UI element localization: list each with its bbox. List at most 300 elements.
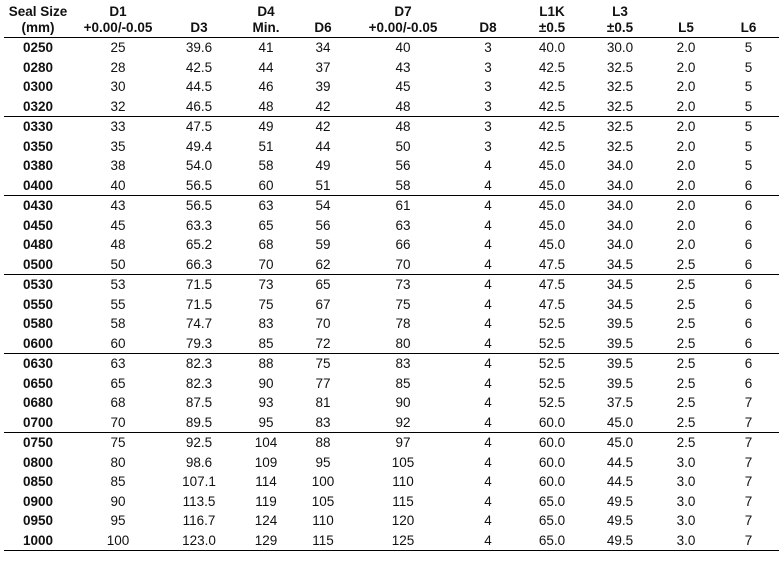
cell-l1k: 47.5 bbox=[538, 277, 566, 292]
header-l1k-line-2: ±0.5 bbox=[518, 20, 586, 38]
cell-d6: 65 bbox=[315, 277, 331, 292]
cell-l6: 7 bbox=[744, 435, 753, 450]
cell-l5: 2.0 bbox=[676, 59, 696, 75]
cell-d3: 123.0 bbox=[164, 531, 234, 551]
cell-l6: 7 bbox=[744, 454, 753, 470]
cell-l5: 2.0 bbox=[654, 176, 718, 196]
cell-l5: 2.5 bbox=[676, 356, 696, 371]
cell-l5: 2.5 bbox=[676, 435, 696, 450]
cell-l3: 45.0 bbox=[606, 435, 634, 450]
cell-l6: 6 bbox=[718, 334, 779, 354]
cell-d3: 79.3 bbox=[164, 334, 234, 354]
table-body bbox=[4, 38, 779, 551]
table-row bbox=[4, 374, 779, 394]
cell-d3: 46.5 bbox=[164, 97, 234, 117]
cell-d4: 104 bbox=[254, 435, 278, 450]
cell-l6: 6 bbox=[718, 176, 779, 196]
cell-d6: 42 bbox=[298, 97, 348, 117]
cell-l6: 6 bbox=[744, 237, 753, 252]
table-row bbox=[4, 156, 779, 176]
cell-d8: 4 bbox=[484, 356, 492, 371]
seal-dimension-table bbox=[4, 4, 779, 551]
table-row bbox=[4, 275, 779, 295]
cell-l5: 2.0 bbox=[676, 237, 696, 252]
header-d4-line-1: D4 bbox=[257, 4, 275, 19]
cell-l1k: 45.0 bbox=[518, 176, 586, 196]
cell-l5: 2.5 bbox=[676, 277, 696, 292]
cell-l5: 2.0 bbox=[676, 40, 696, 55]
cell-l3: 32.5 bbox=[606, 59, 634, 75]
cell-d7: 78 bbox=[395, 316, 411, 331]
cell-d7: 75 bbox=[395, 296, 411, 312]
cell-d1: 43 bbox=[110, 198, 126, 213]
cell-l6: 5 bbox=[744, 40, 753, 55]
cell-l6: 5 bbox=[744, 79, 753, 94]
cell-d6: 44 bbox=[315, 138, 331, 154]
cell-l1k: 52.5 bbox=[518, 334, 586, 354]
cell-d1: 48 bbox=[110, 237, 126, 252]
header-d7-line-2: +0.00/-0.05 bbox=[348, 20, 458, 38]
cell-d7: 61 bbox=[395, 198, 411, 213]
cell-d3: 107.1 bbox=[182, 474, 216, 489]
cell-l1k: 45.0 bbox=[538, 217, 566, 233]
cell-l1k: 42.5 bbox=[538, 79, 566, 94]
cell-d8: 3 bbox=[484, 119, 492, 134]
cell-l1k: 47.5 bbox=[538, 296, 566, 312]
cell-l5: 3.0 bbox=[654, 531, 718, 551]
cell-d7: 43 bbox=[395, 59, 411, 75]
cell-d8: 4 bbox=[484, 493, 492, 509]
table-row bbox=[4, 235, 779, 255]
cell-d8: 4 bbox=[484, 474, 492, 489]
cell-seal-size: 0400 bbox=[4, 176, 72, 196]
table-row bbox=[4, 137, 779, 157]
cell-d6: 77 bbox=[315, 375, 331, 391]
cell-l6: 5 bbox=[718, 97, 779, 117]
cell-l6: 6 bbox=[718, 255, 779, 275]
cell-l5: 3.0 bbox=[676, 513, 696, 528]
header-l6-line-2: L6 bbox=[718, 20, 779, 38]
cell-l5: 2.0 bbox=[676, 138, 696, 154]
table-row bbox=[4, 531, 779, 551]
cell-d4: 44 bbox=[258, 59, 274, 75]
cell-l6: 6 bbox=[744, 316, 753, 331]
header-d4-line-2: Min. bbox=[234, 20, 298, 38]
cell-d1: 63 bbox=[110, 356, 126, 371]
cell-l1k: 42.5 bbox=[538, 138, 566, 154]
header-l3-line-1: L3 bbox=[612, 4, 628, 19]
cell-d8: 4 bbox=[484, 296, 492, 312]
table-row bbox=[4, 413, 779, 433]
cell-l6: 5 bbox=[744, 119, 753, 134]
cell-l6: 6 bbox=[744, 296, 753, 312]
cell-l1k: 45.0 bbox=[538, 158, 566, 173]
cell-seal-size: 0650 bbox=[22, 375, 54, 391]
cell-d7: 97 bbox=[395, 435, 411, 450]
cell-d4: 63 bbox=[258, 198, 274, 213]
cell-seal-size: 0850 bbox=[22, 474, 54, 489]
cell-d3: 71.5 bbox=[185, 296, 213, 312]
cell-seal-size: 0480 bbox=[22, 237, 54, 252]
cell-d6: 49 bbox=[315, 158, 331, 173]
cell-d6: 54 bbox=[315, 198, 331, 213]
cell-l3: 32.5 bbox=[606, 138, 634, 154]
header-d7-line-1: D7 bbox=[394, 4, 412, 19]
cell-d7: 48 bbox=[395, 119, 411, 134]
cell-d6: 67 bbox=[315, 296, 331, 312]
table-row bbox=[4, 216, 779, 236]
cell-d8: 4 bbox=[484, 277, 492, 292]
cell-l1k: 60.0 bbox=[538, 474, 566, 489]
cell-d1: 60 bbox=[72, 334, 164, 354]
cell-d4: 93 bbox=[258, 395, 274, 410]
table-row bbox=[4, 255, 779, 275]
cell-d4: 41 bbox=[258, 40, 274, 55]
cell-d3: 98.6 bbox=[185, 454, 213, 470]
cell-d1: 38 bbox=[110, 158, 126, 173]
cell-l3: 39.5 bbox=[606, 356, 634, 371]
table-row bbox=[4, 334, 779, 354]
cell-l6: 5 bbox=[744, 138, 753, 154]
cell-d6: 42 bbox=[315, 119, 331, 134]
cell-d6: 100 bbox=[311, 474, 335, 489]
header-row-2 bbox=[4, 20, 779, 38]
cell-seal-size: 0380 bbox=[22, 158, 54, 173]
cell-d8: 4 bbox=[484, 158, 492, 173]
cell-l5: 2.0 bbox=[676, 198, 696, 213]
header-d3-line-1 bbox=[164, 4, 234, 20]
cell-d7: 58 bbox=[348, 176, 458, 196]
header-d6-line-2: D6 bbox=[298, 20, 348, 38]
cell-d8: 4 bbox=[458, 176, 518, 196]
table-row bbox=[4, 472, 779, 492]
cell-d4: 129 bbox=[234, 531, 298, 551]
cell-l5: 3.0 bbox=[676, 493, 696, 509]
table-row bbox=[4, 492, 779, 512]
cell-d3: 74.7 bbox=[185, 316, 213, 331]
cell-d6: 70 bbox=[315, 316, 331, 331]
cell-l6: 6 bbox=[744, 375, 753, 391]
cell-l1k: 52.5 bbox=[538, 375, 566, 391]
cell-l5: 2.0 bbox=[676, 158, 696, 173]
cell-l1k: 42.5 bbox=[518, 97, 586, 117]
cell-d7: 92 bbox=[348, 413, 458, 433]
cell-d8: 4 bbox=[484, 454, 492, 470]
cell-d6: 34 bbox=[315, 40, 331, 55]
cell-l1k: 45.0 bbox=[538, 237, 566, 252]
cell-l1k: 52.5 bbox=[538, 356, 566, 371]
cell-d4: 49 bbox=[258, 119, 274, 134]
cell-d6: 59 bbox=[315, 237, 331, 252]
cell-seal-size: 0580 bbox=[22, 316, 54, 331]
cell-d6: 81 bbox=[315, 395, 331, 410]
cell-d3: 44.5 bbox=[185, 79, 213, 94]
cell-d1: 85 bbox=[110, 474, 126, 489]
cell-l5: 2.0 bbox=[676, 79, 696, 94]
cell-d8: 4 bbox=[484, 237, 492, 252]
cell-d6: 39 bbox=[315, 79, 331, 94]
cell-l3: 44.5 bbox=[606, 454, 634, 470]
cell-l6: 7 bbox=[744, 474, 753, 489]
cell-d1: 53 bbox=[110, 277, 126, 292]
cell-d4: 85 bbox=[234, 334, 298, 354]
cell-seal-size: 0300 bbox=[22, 79, 54, 94]
cell-d4: 83 bbox=[258, 316, 274, 331]
cell-l1k: 60.0 bbox=[538, 454, 566, 470]
table-row bbox=[4, 295, 779, 315]
cell-l3: 34.0 bbox=[606, 237, 634, 252]
table-row bbox=[4, 433, 779, 453]
cell-d4: 119 bbox=[255, 493, 277, 509]
cell-l3: 34.5 bbox=[606, 277, 634, 292]
cell-l6: 5 bbox=[744, 59, 753, 75]
cell-d4: 65 bbox=[258, 217, 274, 233]
cell-d4: 68 bbox=[258, 237, 274, 252]
cell-d3: 39.6 bbox=[185, 40, 213, 55]
cell-l3: 34.5 bbox=[586, 255, 654, 275]
cell-d8: 4 bbox=[484, 198, 492, 213]
cell-d8: 3 bbox=[484, 79, 492, 94]
header-l1k-line-1: L1K bbox=[539, 4, 565, 19]
cell-l5: 2.0 bbox=[676, 217, 696, 233]
cell-d4: 60 bbox=[234, 176, 298, 196]
cell-l1k: 52.5 bbox=[538, 316, 566, 331]
cell-l1k: 60.0 bbox=[518, 413, 586, 433]
cell-l1k: 60.0 bbox=[538, 435, 566, 450]
cell-d6: 75 bbox=[315, 356, 331, 371]
cell-l3: 32.5 bbox=[606, 119, 634, 134]
header-l5-line-1 bbox=[654, 4, 718, 20]
cell-l3: 32.5 bbox=[606, 79, 634, 94]
cell-d7: 48 bbox=[348, 97, 458, 117]
cell-d8: 4 bbox=[484, 375, 492, 391]
cell-d8: 3 bbox=[484, 138, 492, 154]
cell-l3: 49.5 bbox=[606, 493, 634, 509]
cell-seal-size: 0320 bbox=[4, 97, 72, 117]
cell-d4: 46 bbox=[258, 79, 274, 94]
cell-d1: 100 bbox=[72, 531, 164, 551]
cell-l1k: 45.0 bbox=[538, 198, 566, 213]
cell-d7: 105 bbox=[391, 454, 415, 470]
cell-seal-size: 0280 bbox=[22, 59, 54, 75]
table-row bbox=[4, 38, 779, 58]
cell-d8: 4 bbox=[484, 217, 492, 233]
cell-d1: 70 bbox=[72, 413, 164, 433]
cell-l6: 6 bbox=[744, 198, 753, 213]
cell-l6: 5 bbox=[744, 158, 753, 173]
table-row bbox=[4, 354, 779, 374]
cell-l5: 3.0 bbox=[676, 474, 696, 489]
cell-seal-size: 0630 bbox=[22, 356, 54, 371]
cell-l5: 2.5 bbox=[676, 316, 696, 331]
cell-seal-size: 0530 bbox=[22, 277, 54, 292]
cell-l3: 34.0 bbox=[606, 198, 634, 213]
cell-d1: 40 bbox=[72, 176, 164, 196]
table-row bbox=[4, 77, 779, 97]
cell-d1: 50 bbox=[72, 255, 164, 275]
table-row bbox=[4, 97, 779, 117]
cell-d8: 4 bbox=[458, 255, 518, 275]
cell-d7: 66 bbox=[395, 237, 411, 252]
cell-l5: 2.5 bbox=[676, 296, 696, 312]
cell-d8: 4 bbox=[458, 413, 518, 433]
cell-d3: 82.3 bbox=[185, 375, 213, 391]
cell-l1k: 65.0 bbox=[538, 513, 566, 528]
cell-seal-size: 0700 bbox=[4, 413, 72, 433]
cell-d4: 48 bbox=[234, 97, 298, 117]
cell-seal-size: 0900 bbox=[22, 493, 54, 509]
cell-d1: 68 bbox=[110, 395, 126, 410]
cell-d7: 85 bbox=[395, 375, 411, 391]
cell-d3: 92.5 bbox=[185, 435, 213, 450]
cell-l6: 6 bbox=[744, 356, 753, 371]
cell-l1k: 42.5 bbox=[538, 59, 566, 75]
cell-d1: 32 bbox=[72, 97, 164, 117]
table-row bbox=[4, 196, 779, 216]
table-row bbox=[4, 176, 779, 196]
cell-d1: 65 bbox=[110, 375, 126, 391]
cell-l5: 2.0 bbox=[654, 97, 718, 117]
cell-d3: 116.7 bbox=[182, 513, 216, 528]
cell-l1k: 40.0 bbox=[538, 40, 566, 55]
header-d8-line-1 bbox=[458, 4, 518, 20]
cell-d4: 70 bbox=[234, 255, 298, 275]
cell-d6: 83 bbox=[298, 413, 348, 433]
cell-d7: 70 bbox=[348, 255, 458, 275]
cell-l3: 34.5 bbox=[606, 296, 634, 312]
cell-l3: 30.0 bbox=[606, 40, 634, 55]
cell-l3: 39.5 bbox=[606, 316, 634, 331]
cell-d4: 109 bbox=[254, 454, 278, 470]
cell-d4: 90 bbox=[258, 375, 274, 391]
cell-d3: 113.5 bbox=[182, 493, 216, 509]
cell-d3: 65.2 bbox=[185, 237, 213, 252]
cell-l1k: 65.0 bbox=[538, 493, 566, 509]
cell-l3: 44.5 bbox=[606, 474, 634, 489]
cell-d7: 115 bbox=[392, 493, 414, 509]
cell-d1: 30 bbox=[110, 79, 126, 94]
cell-d3: 71.5 bbox=[185, 277, 213, 292]
table-row bbox=[4, 314, 779, 334]
cell-l3: 34.0 bbox=[606, 217, 634, 233]
table-row bbox=[4, 117, 779, 137]
cell-seal-size: 0600 bbox=[4, 334, 72, 354]
cell-d7: 80 bbox=[348, 334, 458, 354]
header-l3-line-2: ±0.5 bbox=[586, 20, 654, 38]
cell-seal-size: 0330 bbox=[22, 119, 54, 134]
cell-d4: 95 bbox=[234, 413, 298, 433]
cell-d7: 90 bbox=[395, 395, 411, 410]
cell-d6: 37 bbox=[315, 59, 331, 75]
cell-l3: 45.0 bbox=[586, 413, 654, 433]
cell-d1: 58 bbox=[110, 316, 126, 331]
header-l5-line-2: L5 bbox=[654, 20, 718, 38]
cell-d4: 88 bbox=[258, 356, 274, 371]
cell-l6: 6 bbox=[744, 217, 753, 233]
cell-d1: 55 bbox=[110, 296, 126, 312]
header-d1-line-2: +0.00/-0.05 bbox=[72, 20, 164, 38]
cell-l6: 6 bbox=[744, 277, 753, 292]
cell-l6: 7 bbox=[744, 395, 753, 410]
cell-d6: 56 bbox=[315, 217, 331, 233]
cell-d8: 3 bbox=[484, 40, 492, 55]
cell-d8: 4 bbox=[458, 334, 518, 354]
cell-l5: 2.5 bbox=[654, 334, 718, 354]
cell-seal-size: 0450 bbox=[22, 217, 54, 233]
cell-d7: 83 bbox=[395, 356, 411, 371]
cell-d8: 4 bbox=[484, 435, 492, 450]
cell-d6: 51 bbox=[298, 176, 348, 196]
cell-d7: 40 bbox=[395, 40, 411, 55]
cell-l3: 34.0 bbox=[586, 176, 654, 196]
cell-d1: 80 bbox=[110, 454, 126, 470]
cell-seal-size: 1000 bbox=[4, 531, 72, 551]
cell-d1: 95 bbox=[110, 513, 126, 528]
cell-l5: 2.5 bbox=[654, 413, 718, 433]
header-seal-size-line-2: (mm) bbox=[4, 20, 72, 38]
cell-d6: 72 bbox=[298, 334, 348, 354]
cell-d1: 45 bbox=[110, 217, 126, 233]
cell-d7: 125 bbox=[348, 531, 458, 551]
seal-dimension-table-container bbox=[4, 4, 779, 551]
cell-l6: 7 bbox=[744, 493, 753, 509]
cell-d7: 110 bbox=[392, 474, 414, 489]
cell-d8: 4 bbox=[458, 531, 518, 551]
header-d8-line-2: D8 bbox=[458, 20, 518, 38]
cell-l6: 7 bbox=[744, 513, 753, 528]
cell-d3: 56.5 bbox=[185, 198, 213, 213]
header-l6-line-1 bbox=[718, 4, 779, 20]
cell-l1k: 47.5 bbox=[518, 255, 586, 275]
cell-seal-size: 0800 bbox=[22, 454, 54, 470]
cell-d7: 45 bbox=[395, 79, 411, 94]
table-row bbox=[4, 511, 779, 531]
cell-seal-size: 0250 bbox=[22, 40, 54, 55]
cell-d3: 87.5 bbox=[185, 395, 213, 410]
cell-seal-size: 0430 bbox=[22, 198, 54, 213]
cell-d6: 62 bbox=[298, 255, 348, 275]
cell-d6: 88 bbox=[315, 435, 331, 450]
cell-d7: 56 bbox=[395, 158, 411, 173]
table-row bbox=[4, 453, 779, 473]
cell-seal-size: 0550 bbox=[22, 296, 54, 312]
cell-d8: 4 bbox=[484, 316, 492, 331]
cell-seal-size: 0350 bbox=[22, 138, 54, 154]
cell-l3: 39.5 bbox=[606, 375, 634, 391]
cell-d4: 114 bbox=[255, 474, 277, 489]
cell-l5: 2.5 bbox=[676, 395, 696, 410]
cell-l5: 3.0 bbox=[676, 454, 696, 470]
cell-d3: 63.3 bbox=[185, 217, 213, 233]
cell-d4: 51 bbox=[258, 138, 274, 154]
cell-l1k: 52.5 bbox=[538, 395, 566, 410]
cell-l6: 7 bbox=[718, 413, 779, 433]
header-seal-size-line-1: Seal Size bbox=[8, 4, 68, 19]
cell-d6: 95 bbox=[315, 454, 331, 470]
header-d1-line-1: D1 bbox=[109, 4, 127, 19]
table-header bbox=[4, 4, 779, 38]
cell-d8: 3 bbox=[458, 97, 518, 117]
cell-d7: 50 bbox=[395, 138, 411, 154]
cell-d1: 75 bbox=[110, 435, 126, 450]
cell-d3: 89.5 bbox=[164, 413, 234, 433]
cell-l3: 49.5 bbox=[586, 531, 654, 551]
header-d6-line-1 bbox=[298, 4, 348, 20]
cell-l5: 2.5 bbox=[654, 255, 718, 275]
cell-l3: 49.5 bbox=[606, 513, 634, 528]
cell-d8: 4 bbox=[484, 513, 492, 528]
cell-l5: 2.0 bbox=[676, 119, 696, 134]
